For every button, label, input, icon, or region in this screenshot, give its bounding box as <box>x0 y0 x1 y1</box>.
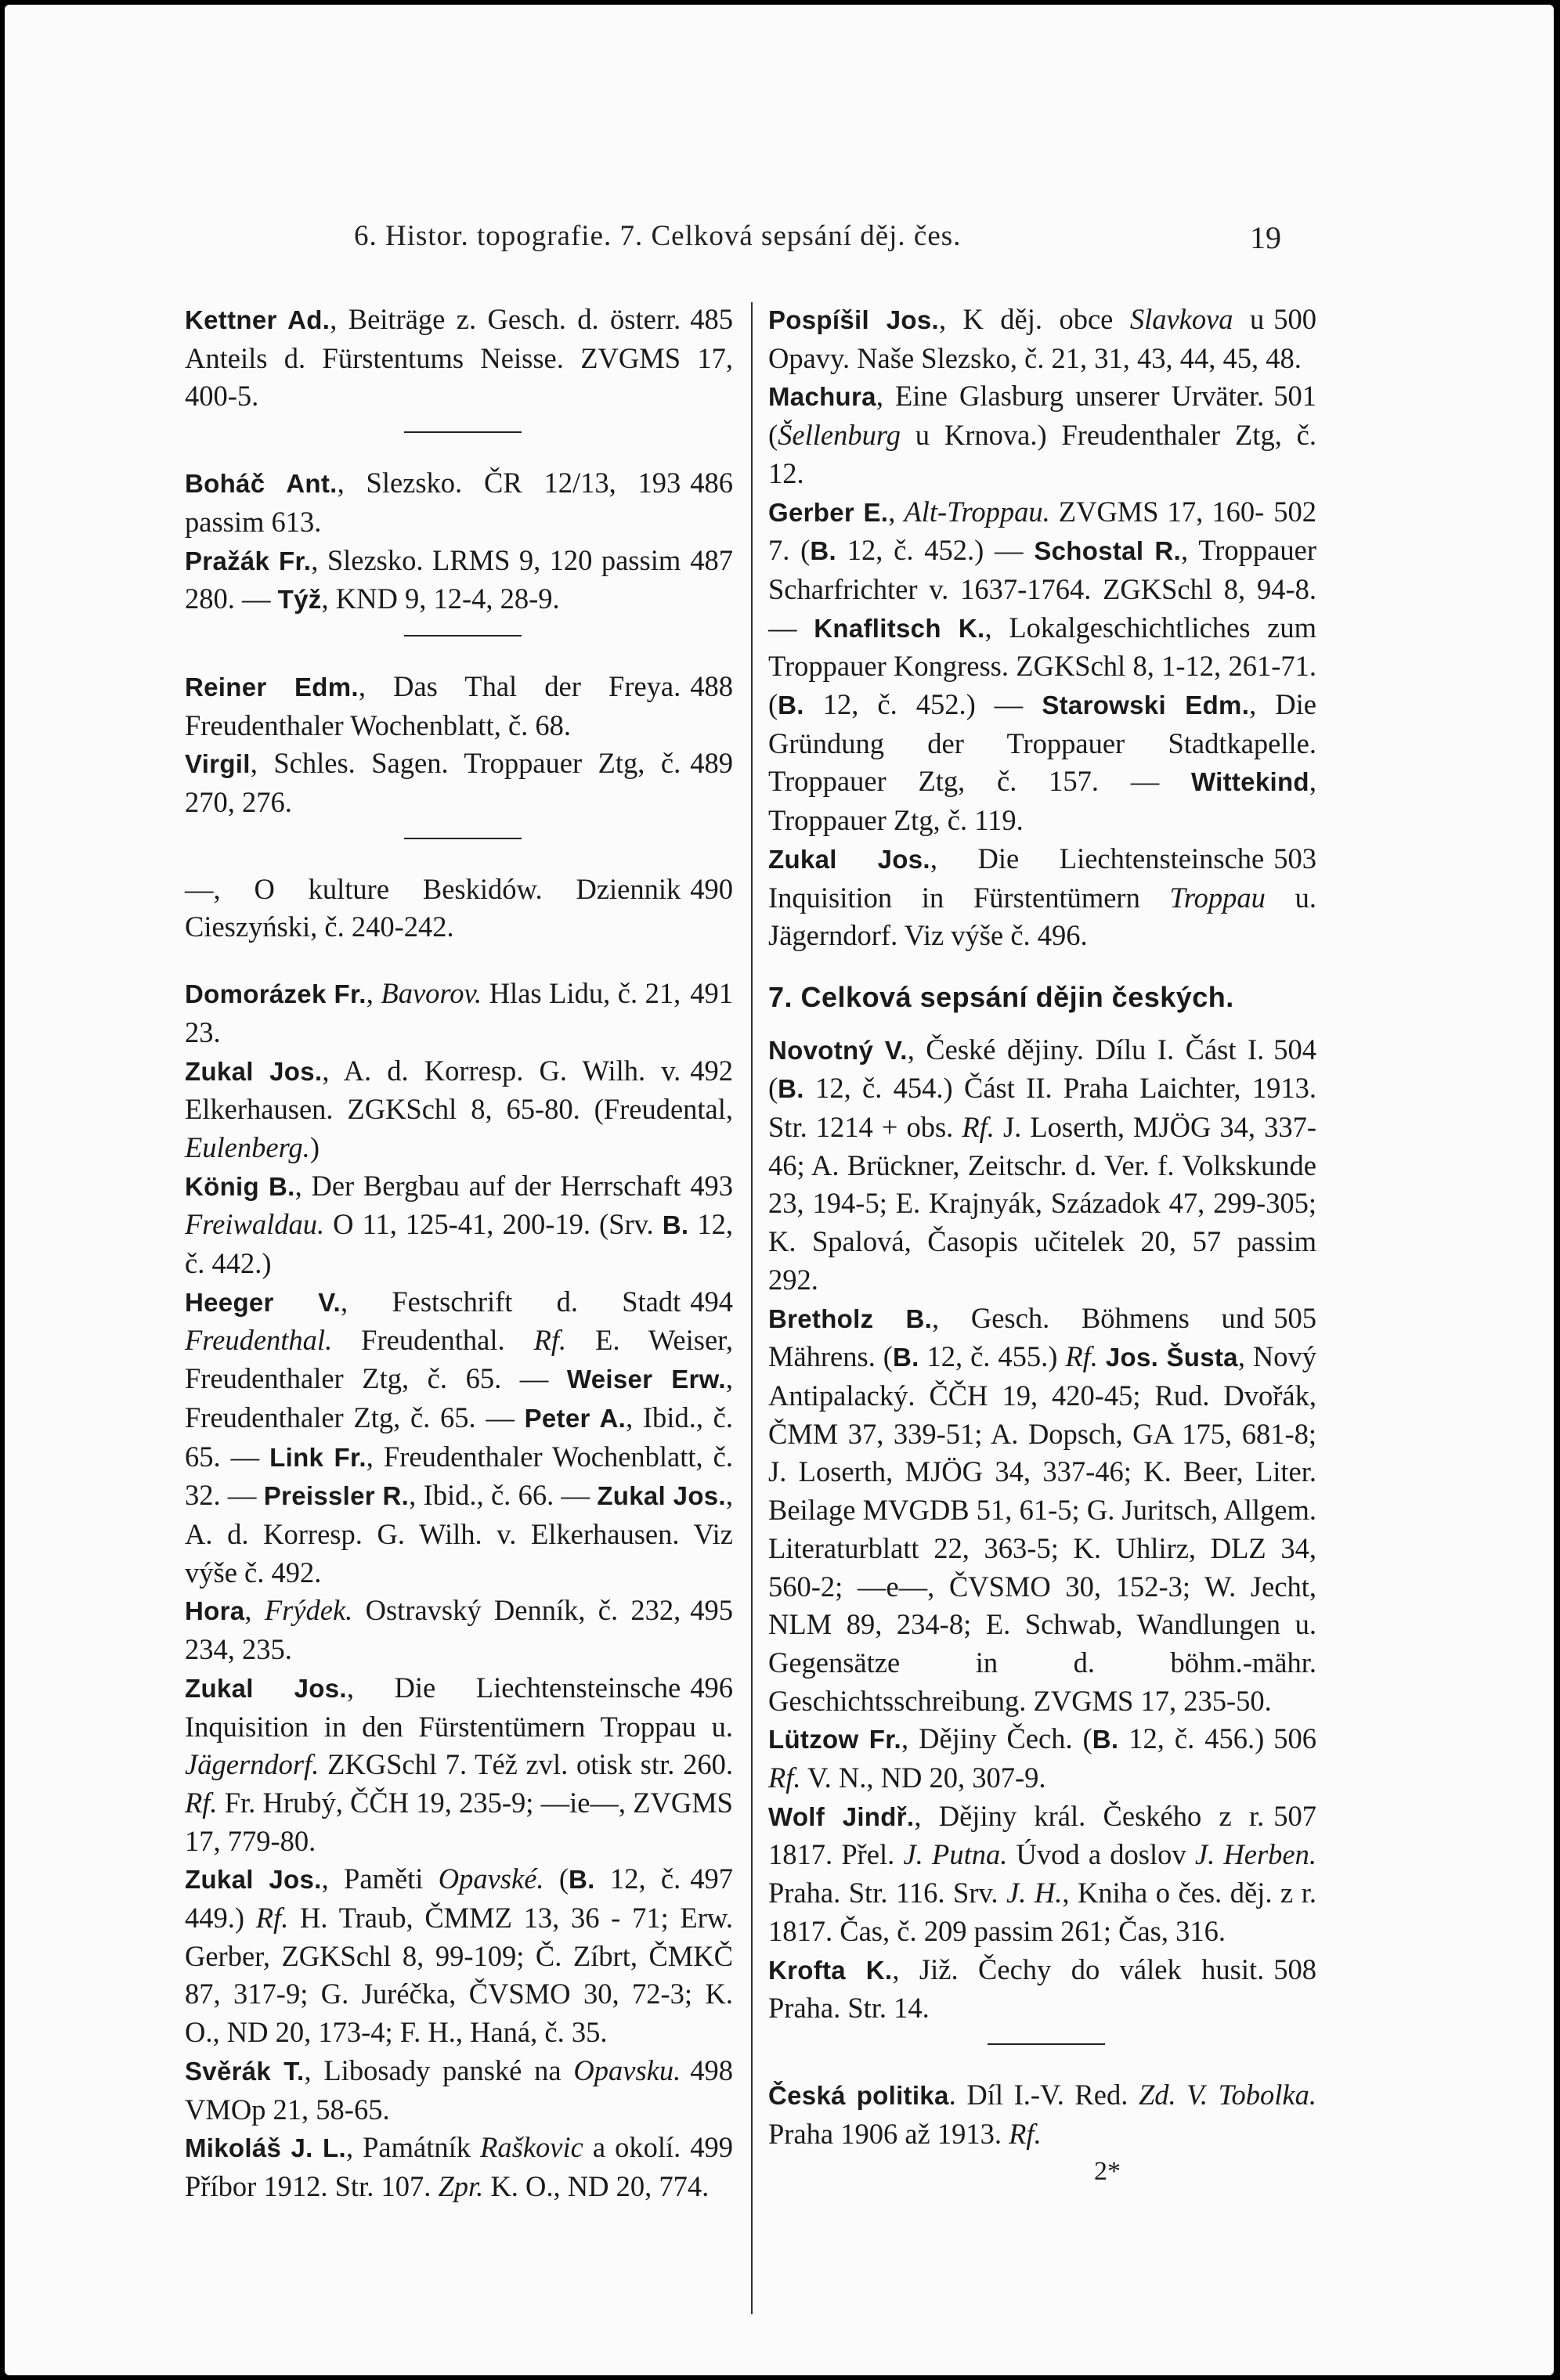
entry-text: , Die Liechtensteinsche Inquisition in Fürstentümern <box>768 842 1265 914</box>
entry-number: 491 <box>690 977 733 1010</box>
entry-text: , Troppauer Ztg, č. 119. <box>768 765 1316 837</box>
author-name: Zukal Jos. <box>185 1056 323 1086</box>
italic-text: Freiwaldau. <box>185 1208 325 1241</box>
bibliography-entry <box>185 1283 733 1592</box>
entry-text: , A. d. Korresp. G. Wilh. v. Elkerhausen. Viz výše č. 492. <box>185 1479 734 1588</box>
right-column <box>768 301 1316 2191</box>
entry-text: O 11, 125-41, 200-19. (Srv. <box>324 1208 663 1241</box>
running-header <box>5 219 1554 266</box>
author-name: Virgil <box>185 749 251 779</box>
entry-text: K. O., ND 20, 774. <box>483 2169 710 2202</box>
entry-text: 12, č. 449.) <box>185 1863 681 1935</box>
author-name: Jos. Šusta <box>1105 1343 1238 1372</box>
author-name: Pražák Fr. <box>185 546 312 575</box>
entry-text: , Das Thal der Freya. Freudenthaler Wochenblatt, č. 68. <box>185 669 681 741</box>
entry-number: 493 <box>690 1169 733 1202</box>
bibliography-entry <box>185 301 733 416</box>
entry-text: Freudenthal. <box>332 1324 534 1357</box>
author-name: Boháč Ant. <box>185 469 338 499</box>
author-name: Machura <box>768 382 876 412</box>
entry-number: 489 <box>690 747 733 780</box>
entry-text: ) <box>309 1130 320 1163</box>
bibliography-entry <box>768 1951 1316 2028</box>
author-name: Gerber E. <box>768 497 889 527</box>
italic-text: Rf. <box>255 1902 289 1935</box>
bibliography-entry <box>768 1720 1316 1797</box>
author-name: Preissler R. <box>263 1481 410 1511</box>
bibliography-entry <box>185 1669 733 1861</box>
italic-text: Opavsku. <box>573 2054 681 2086</box>
entry-text <box>1098 1340 1106 1372</box>
entry-text: , A. d. Korresp. G. Wilh. v. Elkerhausen. ZGKSchl 8, 65-80. (Freudental, <box>185 1054 733 1126</box>
entry-number: 492 <box>690 1054 733 1087</box>
author-name: B. <box>810 536 836 566</box>
author-name: Pospíšil Jos. <box>768 305 939 334</box>
entry-text: , Nový Antipalacký. ČČH 19, 420-45; Rud. Dvořák, ČMM 37, 339-51; A. Dopsch, GA 175, 681-8; J. Loserth, MJÖG 34, 337-46; K. Beer, Liter. Beilage MVGDB 51, 61-5; G. Juritsch, Allgem. Literaturblatt 22, 363-5; K. Uhlirz, DLZ 34, 560-2; —e—, ČVSMO 30, 152-3; W. Jecht, NLM 89, 234-8; E. Schwab, Wandlungen u. Gegensätze in d. böhm.-mähr. Geschichtsschreibung. ZVGMS 17, 235-50. <box>768 1340 1317 1717</box>
left-column <box>185 301 733 2206</box>
entry-text: Praha 1906 až 1913. <box>768 2117 1009 2150</box>
entry-text: 12, č. 455.) <box>919 1340 1066 1373</box>
entry-text: , České dějiny. Dílu I. Část I. ( <box>768 1033 1265 1105</box>
entry-text: Úvod a doslov <box>1007 1838 1195 1871</box>
author-name: Česká politika <box>768 2080 949 2110</box>
separator-rule <box>988 2043 1105 2045</box>
entry-text: 12, č. 452.) — <box>836 534 1035 567</box>
entry-text: Praha. Str. 116. Srv. <box>768 1877 1007 1909</box>
author-name: B. <box>778 1074 804 1104</box>
italic-text: Šellenburg <box>778 419 901 452</box>
italic-text: Troppau <box>1169 881 1266 914</box>
author-name: Knaflitsch K. <box>814 613 985 643</box>
italic-text: Frýdek. <box>264 1594 353 1627</box>
author-name: Zukal Jos. <box>768 844 930 874</box>
author-name: Wolf Jindř. <box>768 1801 915 1831</box>
italic-text: Alt-Troppau. <box>904 495 1050 528</box>
italic-text: Freudenthal. <box>185 1324 333 1357</box>
bibliography-entry <box>185 1167 733 1283</box>
entry-text: ZKGSchl 7. Též zvl. otisk str. 260. <box>319 1748 733 1781</box>
entry-text: , Eine Glasburg unserer Urväter. ( <box>768 380 1265 452</box>
entry-number: 500 <box>1273 303 1316 335</box>
entry-number: 507 <box>1273 1799 1316 1832</box>
entry-number: 505 <box>1273 1301 1316 1334</box>
author-name: Reiner Edm. <box>185 672 359 701</box>
italic-text: Rf. <box>533 1324 567 1357</box>
entry-number: 502 <box>1273 495 1316 528</box>
entry-text: , Gesch. Böhmens und Mährens. ( <box>768 1301 1265 1373</box>
italic-text: J. H. <box>1006 1877 1063 1909</box>
bibliography-entry <box>768 377 1316 492</box>
entry-number: 504 <box>1273 1033 1316 1066</box>
entry-number: 485 <box>690 303 733 335</box>
bibliography-entry <box>768 1300 1316 1721</box>
running-title: 6. Histor. topografie. 7. Celková sepsání děj. čes. <box>354 220 962 252</box>
author-name: Zukal Jos. <box>597 1481 726 1511</box>
bibliography-entry <box>768 840 1316 955</box>
entry-text: u Krnova.) Freudenthaler Ztg, č. 12. <box>768 419 1316 489</box>
entry-number: 487 <box>690 543 733 576</box>
italic-text: Bavorov. <box>381 977 482 1010</box>
author-name: Kettner Ad. <box>185 305 330 334</box>
entry-text: J. Loserth, MJÖG 34, 337-46; A. Brückner, Zeitschr. d. Ver. f. Volkskunde 23, 194-5; E. Krajnyák, Századok 47, 299-305; K. Spalová, Časopis učitelek 20, 57 passim 292. <box>768 1111 1316 1296</box>
entry-text: , Lokalgeschichtliches zum Troppauer Kongress. ZGKSchl 8, 1-12, 261-71. ( <box>768 611 1317 721</box>
column-divider <box>751 302 753 2314</box>
separator-rule <box>404 431 522 433</box>
bibliography-entry <box>768 1031 1316 1300</box>
entry-text: , Freudenthaler Wochenblatt, č. 32. — <box>185 1440 733 1512</box>
entry-number: 506 <box>1273 1722 1316 1755</box>
entry-text: , Slezsko. LRMS 9, 120 passim 280. — <box>185 543 681 615</box>
italic-text: Rf. <box>768 1762 801 1794</box>
author-name: Hora <box>185 1596 245 1626</box>
bibliography-entry <box>768 1798 1316 1951</box>
italic-text: Zd. V. Tobolka. <box>1138 2078 1316 2111</box>
entry-text: 12, č. 454.) Část II. Praha Laichter, 1913. Str. 1214 + obs. <box>768 1072 1316 1144</box>
author-name: Lützow Fr. <box>768 1725 902 1754</box>
bibliography-entry <box>185 668 733 745</box>
entry-text: , Dějiny Čech. ( <box>901 1722 1092 1755</box>
entry-number: 490 <box>690 872 733 905</box>
entry-text: H. Traub, ČMMZ 13, 36 - 71; Erw. Gerber, ZGKSchl 8, 99-109; Č. Zíbrt, ČMKČ 87, 317-9; G. Juréčka, ČVSMO 30, 72-3; K. O., ND 20, 173-4; F. H., Haná, č. 35. <box>185 1902 733 2049</box>
bibliography-entry <box>185 1052 733 1167</box>
scanned-page <box>5 5 1554 2375</box>
entry-number: 494 <box>690 1285 733 1318</box>
italic-text: Opavské. <box>438 1863 544 1895</box>
author-name: B. <box>662 1210 689 1240</box>
entry-number: 499 <box>690 2131 733 2164</box>
author-name: Starowski Edm. <box>1042 691 1250 720</box>
author-name: Wittekind <box>1190 767 1309 797</box>
entry-text: , Ibid., č. 66. — <box>409 1479 598 1512</box>
bibliography-entry <box>185 2052 733 2129</box>
entry-text: , Dějiny král. Českého z r. 1817. Přel. <box>768 1799 1265 1871</box>
entry-text: , Festschrift d. Stadt <box>341 1285 681 1318</box>
author-name: Mikoláš J. L. <box>185 2133 346 2163</box>
author-name: B. <box>892 1343 919 1372</box>
entry-text: a okolí. Příbor 1912. Str. 107. <box>185 2131 681 2202</box>
author-name: Zukal Jos. <box>185 1673 347 1703</box>
entry-number: 497 <box>690 1863 733 1895</box>
bibliography-entry <box>185 1592 733 1668</box>
entry-text: Fr. Hrubý, ČČH 19, 235-9; —ie—, ZVGMS 17, 779-80. <box>185 1786 733 1857</box>
separator-rule <box>404 838 522 839</box>
entry-text: , Freudenthaler Ztg, č. 65. — <box>185 1362 733 1433</box>
entry-text: , Libosady panské na <box>304 2054 574 2086</box>
author-name: B. <box>569 1865 595 1895</box>
entry-number: 508 <box>1273 1953 1316 1985</box>
spacer <box>185 947 733 975</box>
bibliography-entry <box>185 542 733 619</box>
entry-text: , Troppauer Scharfrichter v. 1637-1764. ZGKSchl 8, 94-8. — <box>768 534 1316 644</box>
italic-text: Rf. <box>1065 1340 1098 1373</box>
entry-text: , K děj. obce <box>938 303 1130 335</box>
author-name: Krofta K. <box>768 1955 893 1985</box>
entry-number: 501 <box>1273 380 1316 413</box>
author-name: Peter A. <box>524 1403 627 1433</box>
bibliography-entry <box>185 975 733 1051</box>
italic-text: Slavkova <box>1129 303 1233 335</box>
section-heading: 7. Celková sepsání dějin českých. <box>768 980 1234 1013</box>
italic-text: Eulenberg. <box>185 1130 310 1163</box>
entry-text: , Schles. Sagen. Troppauer Ztg, č. 270, 276. <box>185 747 681 819</box>
author-name: Bretholz B. <box>768 1304 933 1333</box>
entry-text: , <box>244 1594 265 1627</box>
bibliography-entry <box>185 464 733 541</box>
entry-number: 488 <box>690 669 733 702</box>
entry-text: 12, č. 452.) — <box>803 688 1042 721</box>
entry-text: , Die Gründung der Troppauer Stadtkapelle. Troppauer Ztg, č. 157. — <box>768 688 1317 798</box>
separator-rule <box>404 635 522 636</box>
entry-text: , Ibid., č. 65. — <box>185 1401 733 1473</box>
author-name: Schostal R. <box>1034 536 1182 566</box>
entry-text: 12, č. 442.) <box>185 1208 734 1280</box>
entry-text: , Památník <box>345 2131 481 2164</box>
italic-text: Rf. <box>962 1111 995 1144</box>
entry-text: Ostravský Denník, č. 232, 234, 235. <box>185 1594 681 1666</box>
entry-text: u. Jägerndorf. Viz výše č. 496. <box>768 881 1317 952</box>
author-name: B. <box>778 691 804 720</box>
entry-text: , Již. Čechy do válek husit. Praha. Str. 14. <box>768 1953 1265 2025</box>
signature-mark: 2* <box>1094 2157 1121 2187</box>
entry-number: 495 <box>690 1594 733 1627</box>
italic-text: Rf. <box>185 1786 218 1819</box>
author-name: Domorázek Fr. <box>185 979 367 1009</box>
author-name: Weiser Erw. <box>566 1365 726 1394</box>
author-name: Týž <box>277 585 322 615</box>
italic-text: Raškovic <box>480 2131 583 2164</box>
author-name: König B. <box>185 1171 295 1201</box>
entry-number: 486 <box>690 467 733 499</box>
author-name: Zukal Jos. <box>185 1865 322 1895</box>
entry-text: —, O kulture Beskidów. Dziennik Cieszyński, č. 240-242. <box>185 872 681 943</box>
entry-text: , Die Liechtensteinsche Inquisition in den Fürstentümern Troppau u. <box>185 1671 733 1743</box>
author-name: Svěrák T. <box>185 2056 305 2086</box>
entry-text: , Paměti <box>321 1863 439 1895</box>
entry-text: u Opavy. Naše Slezsko, č. 21, 31, 43, 44, 45, 48. <box>768 303 1302 374</box>
entry-text: , <box>366 977 381 1010</box>
page-number: 19 <box>1250 220 1281 255</box>
entry-number: 498 <box>690 2054 733 2086</box>
entry-number: 503 <box>1273 842 1316 874</box>
bibliography-entry <box>768 301 1316 377</box>
bibliography-entry <box>768 493 1316 840</box>
author-name: B. <box>1092 1725 1119 1754</box>
entry-text: , Slezsko. ČR 12/13, 193 passim 613. <box>185 467 681 538</box>
bibliography-entry <box>185 871 733 947</box>
italic-text: J. Herben. <box>1194 1838 1317 1871</box>
bibliography-entry <box>185 745 733 821</box>
entry-text: Hlas Lidu, č. 21, 23. <box>185 977 681 1048</box>
italic-text: Zpr. <box>438 2169 484 2202</box>
bibliography-entry <box>185 1860 733 2052</box>
entry-text: . Díl I.-V. Red. <box>948 2078 1139 2111</box>
entry-text: , KND 9, 12-4, 28-9. <box>321 582 560 615</box>
bibliography-entry <box>768 2076 1316 2153</box>
author-name: Novotný V. <box>768 1035 908 1065</box>
author-name: Link Fr. <box>269 1442 367 1472</box>
author-name: Heeger V. <box>185 1287 341 1317</box>
bibliography-entry <box>185 2129 733 2205</box>
italic-text: J. Putna. <box>903 1838 1008 1871</box>
entry-text: ZVGMS 17, 160-7. ( <box>768 495 1265 567</box>
entry-text: V. N., ND 20, 307-9. <box>800 1762 1046 1794</box>
entry-text: , Beiträge z. Gesch. d. österr. Anteils d. Fürstentums Neisse. ZVGMS 17, 400-5. <box>185 303 733 413</box>
entry-text: E. Weiser, Freudenthaler Ztg, č. 65. — <box>185 1324 733 1395</box>
entry-number: 496 <box>690 1671 733 1704</box>
entry-text: , Kniha o čes. děj. z r. 1817. Čas, č. 209 passim 261; Čas, 316. <box>768 1877 1316 1947</box>
entry-text: 12, č. 456.) <box>1118 1722 1265 1755</box>
entry-text: , Der Bergbau auf der Herrschaft <box>294 1169 681 1202</box>
italic-text: Rf. <box>1009 2117 1042 2150</box>
entry-text: ( <box>543 1863 569 1895</box>
entry-text: , <box>888 495 905 528</box>
italic-text: Jägerndorf. <box>185 1748 320 1781</box>
entry-text: VMOp 21, 58-65. <box>185 2093 390 2126</box>
